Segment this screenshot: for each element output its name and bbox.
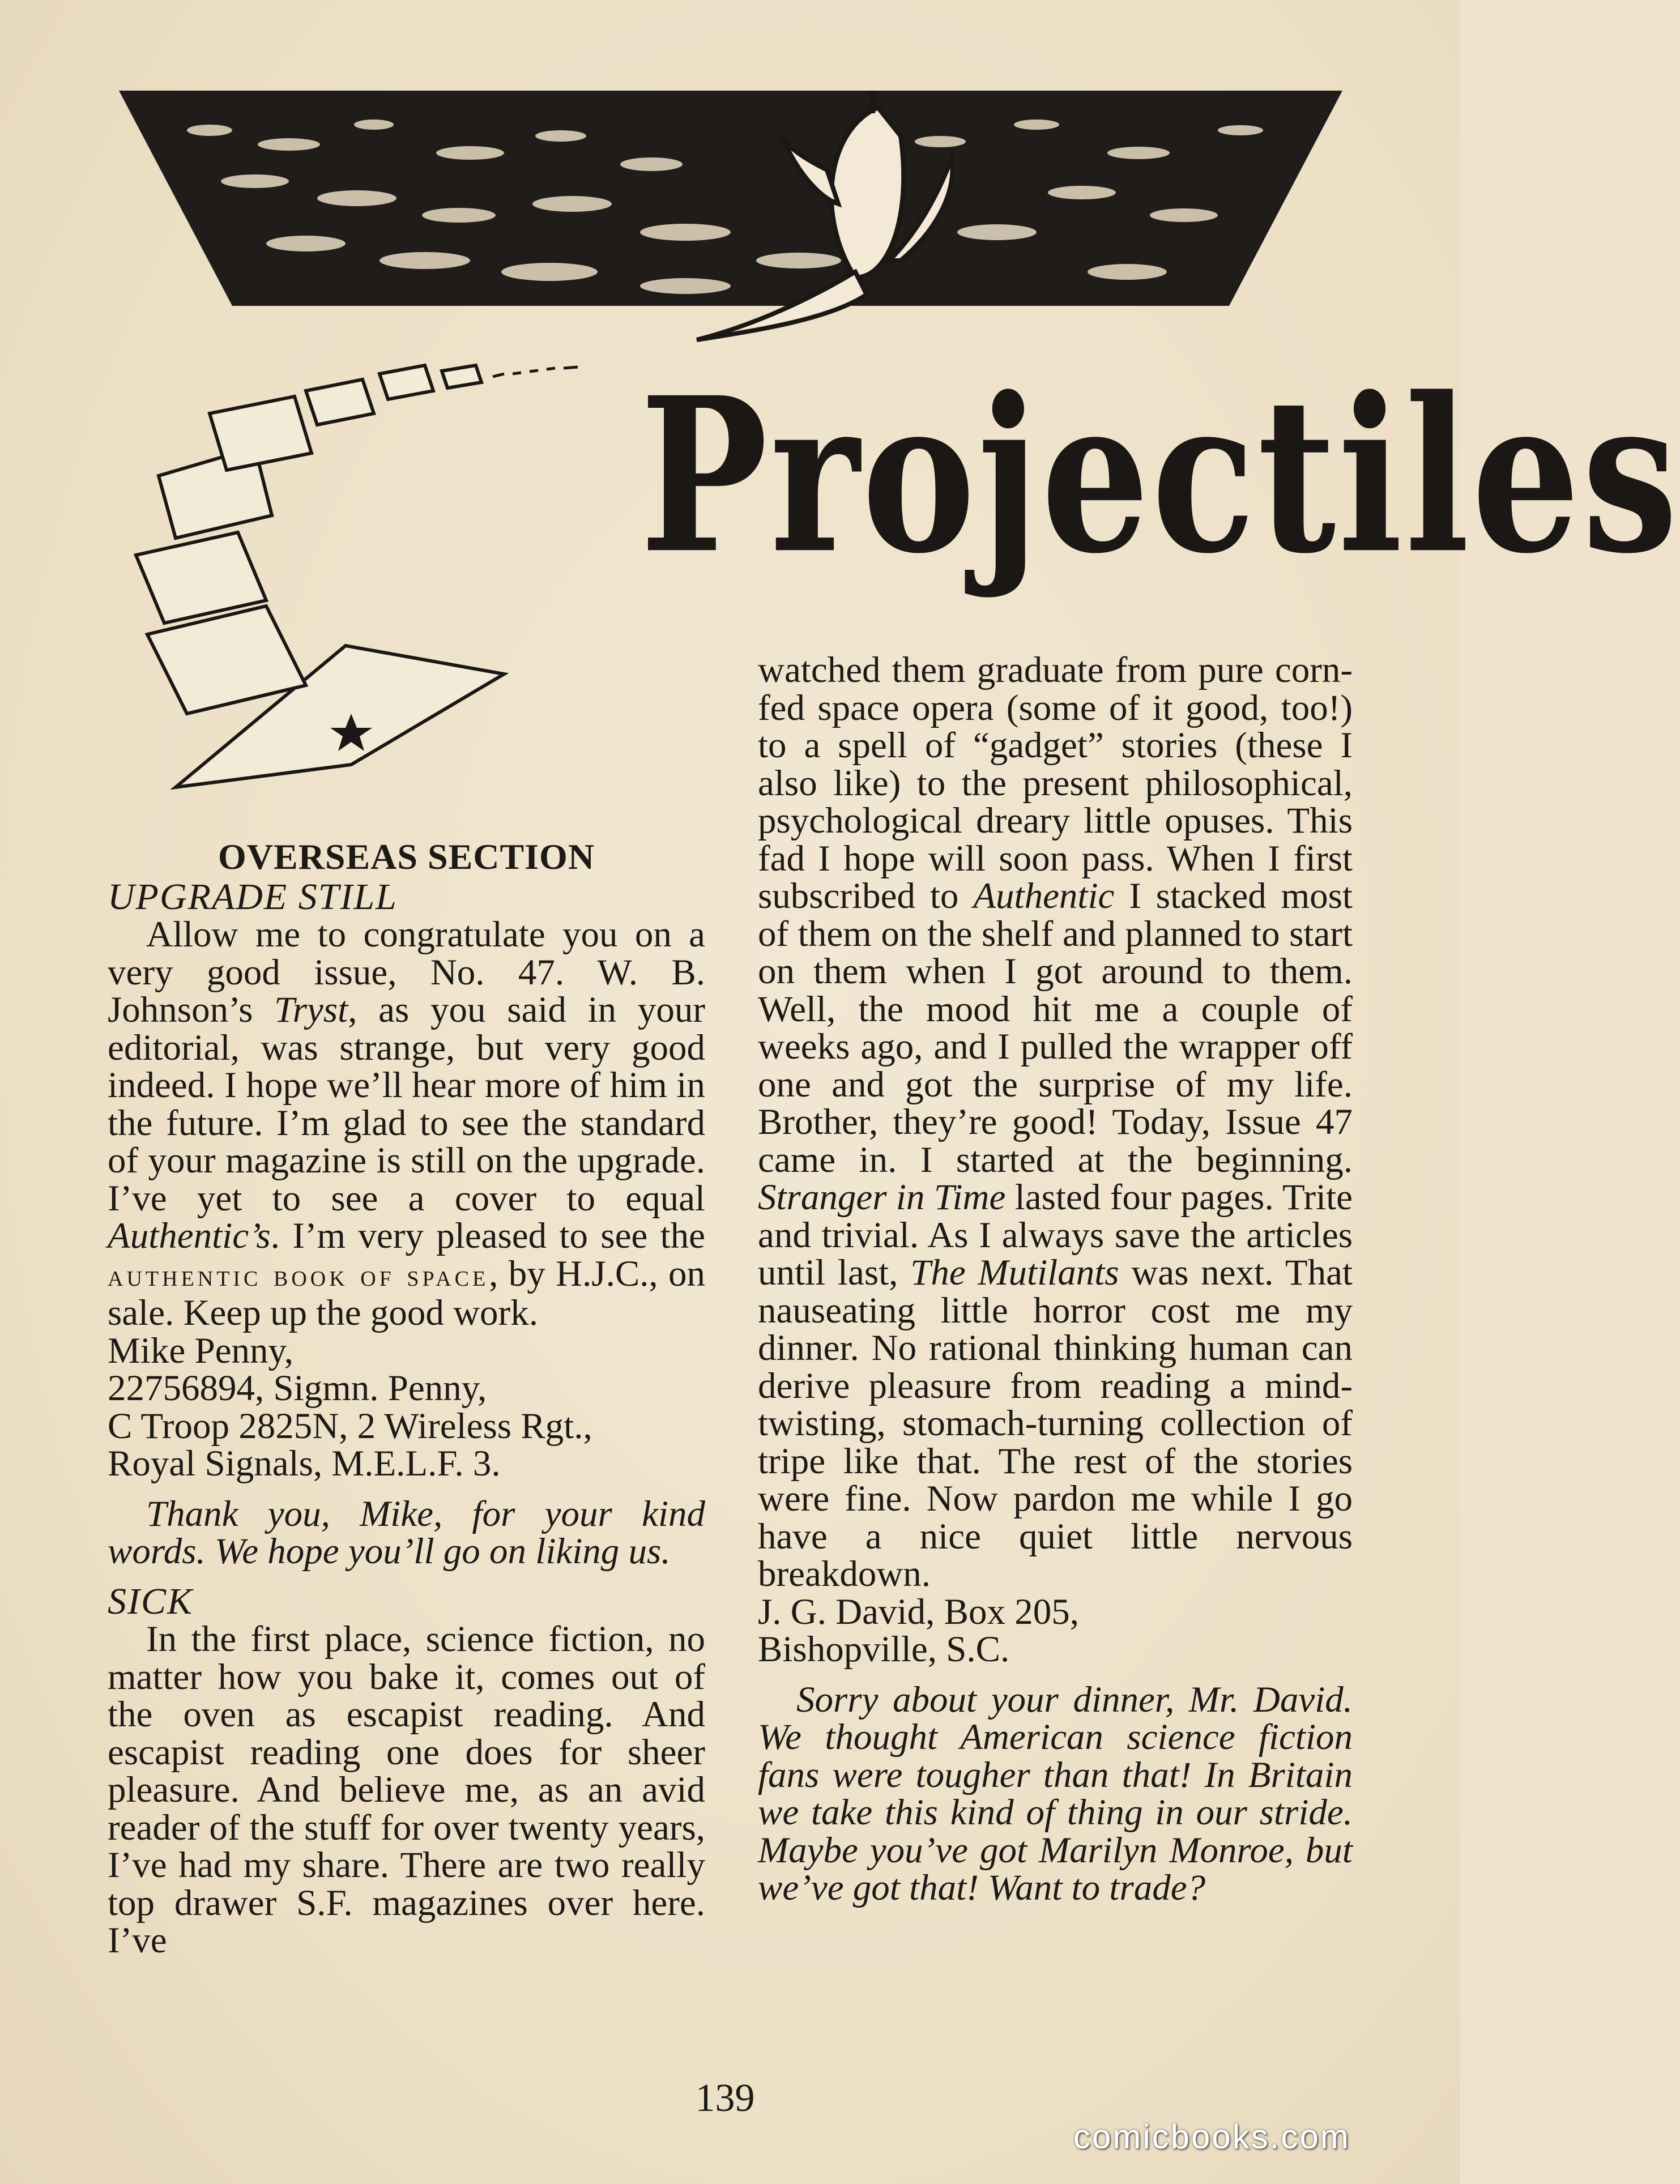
- right-column: [758, 651, 1353, 1907]
- signature-line: 22756894, Sigmn. Penny,: [108, 1368, 487, 1409]
- signature-line: Royal Signals, M.E.L.F. 3.: [108, 1443, 501, 1484]
- signature-line: Mike Penny,: [108, 1330, 293, 1371]
- signature-line: C Troop 2825N, 2 Wireless Rgt.,: [108, 1405, 592, 1447]
- page-title: Projectiles: [640, 350, 1680, 600]
- signature-line: J. G. David, Box 205,: [758, 1591, 1079, 1632]
- letter-body-sick: In the first place, science fiction, no matter how you bake it, comes out of the oven as escapist reading. And escapist reading one does for sheer pleasure. And believe me, as an avid reader of the stuff for over twenty years, I’ve had my share. There are two really top drawer S.F. magazines over here. I’ve: [108, 1619, 705, 1961]
- letter-body-upgrade-still: Allow me to congratulate you on a very good issue, No. 47. W. B. Johnson’s Tryst, as you said in your editorial, was strange, but very good indeed. I hope we’ll hear more of him in the future. I’m glad to see the standard of your magazine is still on the upgrade. I’ve yet to see a cover to equal Authentic’s. I’m very pleased to see the authentic book of space, by H.J.C., on sale. Keep up the good work.: [108, 914, 705, 1333]
- letter-heading-upgrade-still: UPGRADE STILL: [108, 876, 398, 918]
- watermark: comicbooks.com: [1073, 2118, 1350, 2156]
- flying-letters-illustration: [125, 362, 691, 816]
- signature-line: Bishopville, S.C.: [758, 1629, 1010, 1670]
- left-column: [108, 838, 705, 1960]
- letter-body-sick-continued: watched them graduate from pure corn-fed space opera (some of it good, too!) to a spell of “gadget” stories (these I also like) to the present philosophical, psychological dreary little opuses. This fad I hope will soon pass. When I first subscribed to Authentic I stacked most of them on the shelf and planned to start on them when I got around to them. Well, the mood hit me a couple of weeks ago, and I pulled the wrapper off one and got the surprise of my life. Brother, they’re good! Today, Issue 47 came in. I started at the beginning. Stranger in Time lasted four pages. Trite and trivial. As I always save the articles until last, The Mutilants was next. That nauseating little horror cost me my dinner. No rational thinking human can derive pleasure from reading a mind-twisting, stomach-turning collection of tripe like that. The rest of the stories were fine. Now pardon me while I go have a nice quiet little nervous breakdown.: [758, 650, 1353, 1594]
- editor-reply-upgrade-still: Thank you, Mike, for your kind words. We hope you’ll go on liking us.: [108, 1493, 705, 1572]
- letter-heading-sick: SICK: [108, 1580, 194, 1622]
- header-banner-illustration: [119, 91, 1342, 351]
- section-heading: OVERSEAS SECTION: [218, 837, 595, 877]
- page-number: 139: [695, 2076, 755, 2120]
- editor-reply-sick: Sorry about your dinner, Mr. David. We thought American science fiction fans were tougher than that! In Britain we take this kind of thing in our stride. Maybe you’ve got Marilyn Monroe, but we’ve got that! Want to trade?: [758, 1679, 1353, 1908]
